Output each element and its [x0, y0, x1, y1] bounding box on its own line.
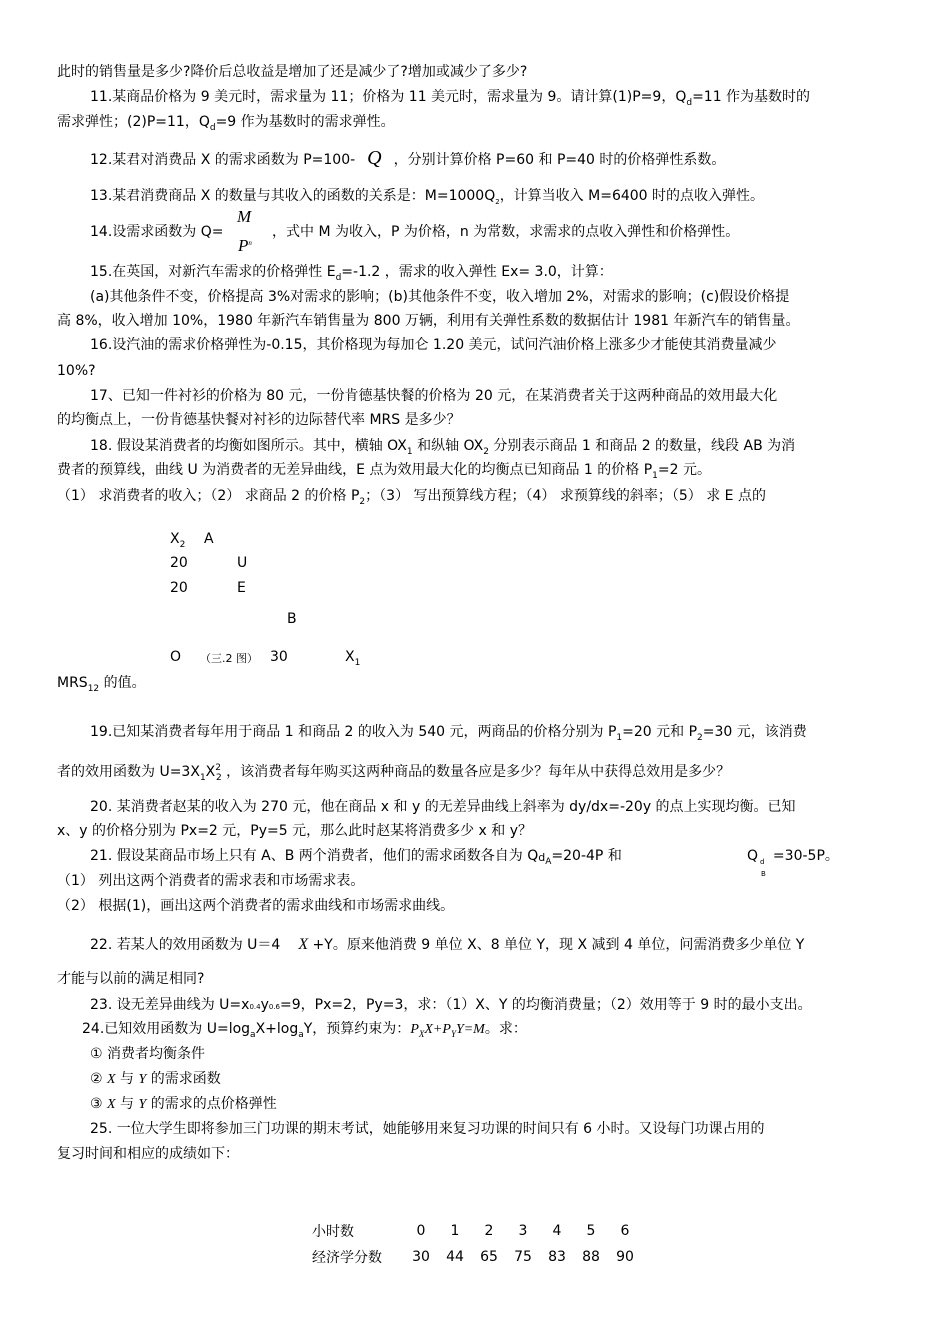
table-cell: 44 — [446, 1249, 464, 1265]
question-17-cont: 的均衡点上，一份肯德基快餐对衬衫的边际替代率 MRS 是多少？ — [57, 412, 461, 428]
question-22-cont: 才能与以前的满足相同? — [57, 971, 205, 987]
question-19-cont: 者的效用函数为 $U=3X_1X^2_2$ ，该消费者每年购买这两种商品的数量各应是多少？每年从中获得总效用是多少？ — [57, 763, 731, 783]
table-cell: 30 — [412, 1249, 430, 1265]
question-21: 21. 假设某商品市场上只有 A、B 两个消费者，他们的需求函数各自为 $Qd_A=20-4P$ 和 — [90, 848, 622, 867]
question-18: 18. 假设某消费者的均衡如图所示。其中，横轴 $OX_1$ 和纵轴 $OX_2$ 分别表示商品 1 和商品 2 的数量，线段 AB 为消 — [90, 438, 796, 457]
figure-y-20-b: 20 — [170, 580, 188, 596]
question-25-cont: 复习时间和相应的成绩如下： — [57, 1146, 239, 1162]
question-18-cont: 费者的预算线，曲线 U 为消费者的无差异曲线，E 点为效用最大化的均衡点已知商品 1 的价格 $P_1=2$ 元。 — [57, 462, 711, 481]
question-14-cont: ，式中 M 为收入，P 为价格，n 为常数，求需求的点收入弹性和价格弹性。 — [272, 224, 740, 240]
table-cell: 75 — [514, 1249, 532, 1265]
figure-x-30: 30 — [270, 649, 288, 665]
figure-y-20-a: 20 — [170, 555, 188, 571]
fraction-denominator: $P^n$ — [238, 236, 252, 255]
question-15-a: (a)其他条件不变，价格提高 3%对需求的影响；(b)其他条件不变，收入增加 2%，对需求的影响；(c)假设价格提 — [90, 289, 790, 305]
table-cell: 2 — [484, 1223, 494, 1239]
question-20: 20. 某消费者赵某的收入为 270 元，他在商品 x 和 y 的无差异曲线上斜率为 dy/dx=-20y 的点上实现均衡。已知 — [90, 799, 796, 815]
question-15: 15.在英国，对新汽车需求的价格弹性 $E_d=-1.2$ ，需求的收入弹性 Ex= 3.0，计算： — [90, 264, 613, 283]
question-14: 14.设需求函数为 Q= — [90, 224, 224, 240]
score-table — [312, 1218, 642, 1270]
table-cell: 5 — [586, 1223, 596, 1239]
question-23: 23. 设无差异曲线为 U=x0.4y0.6=9，Px=2，Py=3，求：（1）X、Y 的均衡消费量；（2）效用等于 9 时的最小支出。 — [90, 997, 812, 1013]
question-16: 16.设汽油的需求价格弹性为-0.15，其价格现为每加仑 1.20 美元，试问汽油价格上涨多少才能使其消费量减少 — [90, 337, 777, 353]
question-19: 19.已知某消费者每年用于商品 1 和商品 2 的收入为 540 元，两商品的价格分别为 $P_1=20$ 元和 $P_2=30$ 元，该消费 — [90, 724, 807, 743]
question-18-mrs: $MRS_{12}$ 的值。 — [57, 675, 146, 694]
question-24-item-3: ③ X 与 Y 的需求的点价格弹性 — [90, 1096, 277, 1112]
question-11-cont: 需求弹性；(2)P=11，$Q_d=9$ 作为基数时的需求弹性。 — [57, 114, 395, 133]
figure-origin-o: O — [170, 649, 182, 665]
question-21-part2: （2） 根据(1)，画出这两个消费者的需求曲线和市场需求曲线。 — [57, 898, 455, 914]
question-25: 25. 一位大学生即将参加三门功课的期末考试，她能够用来复习功课的时间只有 6 小时。又设每门功课占用的 — [90, 1121, 765, 1137]
table-cell: 4 — [552, 1223, 562, 1239]
question-13: 13.某君消费商品 X 的数量与其收入的函数的关系是：$M=1000Q_2$，计算当收入 M=6400 时的点收入弹性。 — [90, 188, 765, 206]
figure-axis-x1: $X_1$ — [345, 649, 361, 668]
question-24-item-1: ① 消费者均衡条件 — [90, 1046, 206, 1062]
table-cell: 1 — [450, 1223, 460, 1239]
table-cell: 0 — [416, 1223, 426, 1239]
question-15-c: 高 8%，收入增加 10%，1980 年新汽车销售量为 800 万辆，利用有关弹性系数的数据估计 1981 年新汽车的销售量。 — [57, 313, 800, 329]
question-21-part1: （1） 列出这两个消费者的需求表和市场需求表。 — [57, 873, 365, 889]
question-16-cont: 10%? — [57, 363, 96, 379]
question-20-cont: x、y 的价格分别为 Px=2 元，Py=5 元，那么此时赵某将消费多少 x 和 y？ — [57, 823, 533, 839]
text-line: 此时的销售量是多少?降价后总收益是增加了还是减少了?增加或减少了多少? — [57, 64, 528, 80]
figure-axis-x2: $X_2$ — [170, 531, 186, 550]
table-cell: 6 — [620, 1223, 630, 1239]
question-24-item-2: ② X 与 Y 的需求函数 — [90, 1071, 221, 1087]
table-cell: 83 — [548, 1249, 566, 1265]
figure-caption: （三.2 图） — [200, 652, 258, 665]
question-11: 11.某商品价格为 9 美元时，需求量为 11；价格为 11 美元时，需求量为 9。请计算(1)P=9，$Q_d=11$ 作为基数时的 — [90, 89, 811, 108]
figure-point-a: A — [204, 531, 214, 547]
table-row-label: 经济学分数 — [312, 1250, 382, 1266]
question-22: 22. 若某人的效用函数为 U＝4 X +Y。原来他消费 9 单位 X、8 单位 Y，现 X 减到 4 单位，问需消费多少单位 Y — [90, 936, 805, 953]
table-row — [312, 1218, 642, 1244]
table-cell: 88 — [582, 1249, 600, 1265]
question-12: 12.某君对消费品 X 的需求函数为 P=100- Q ，分别计算价格 P=60 和 P=40 时的价格弹性系数。 — [90, 147, 726, 169]
table-row-label: 小时数 — [312, 1224, 354, 1240]
figure-point-e: E — [237, 580, 246, 596]
fraction-numerator: M — [237, 207, 252, 226]
table-cell: 90 — [616, 1249, 634, 1265]
table-cell: 3 — [518, 1223, 528, 1239]
table-row — [312, 1244, 642, 1270]
question-18-parts: （1） 求消费者的收入；（2） 求商品 2 的价格 $P_2$；（3） 写出预算线方程；（4） 求预算线的斜率；（5） 求 E 点的 — [57, 488, 766, 507]
question-21-qb: Q $_d$ B =30-5P。 — [747, 848, 839, 878]
question-17: 17、已知一件衬衫的价格为 80 元，一份肯德基快餐的价格为 20 元，在某消费者关于这两种商品的效用最大化 — [90, 388, 778, 404]
question-24: 24.已知效用函数为 $U=\log_aX+\log_aY$，预算约束为：$P_XX+P_YY=M$。求： — [82, 1021, 527, 1040]
figure-point-b: B — [287, 611, 297, 627]
table-cell: 65 — [480, 1249, 498, 1265]
figure-curve-u: U — [237, 555, 248, 571]
